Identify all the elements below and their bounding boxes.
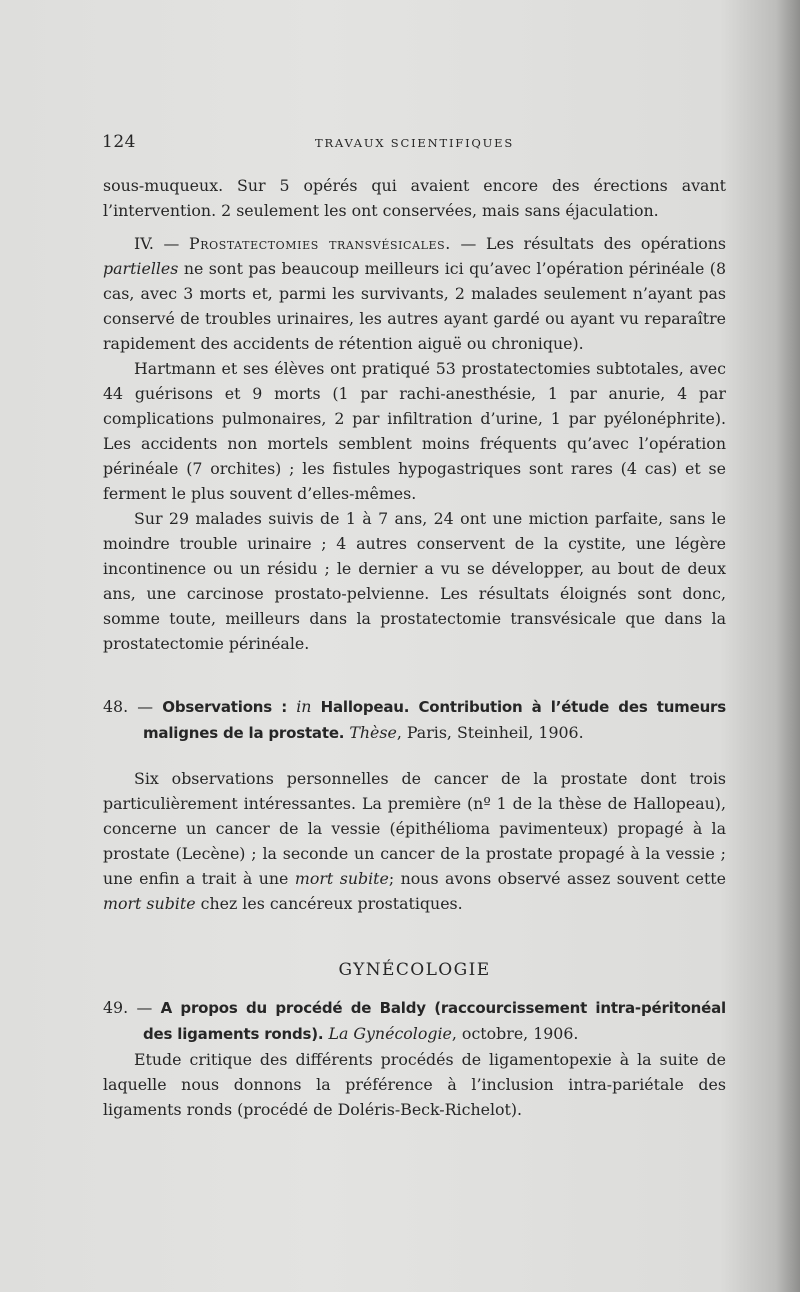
section-iv-dash: — Les résultats des opérations (460, 234, 726, 253)
entry-48-in: in (296, 697, 312, 716)
page-header (102, 132, 727, 156)
entry-49-number: 49. — (103, 998, 153, 1017)
entry-49-title: A propos du procédé de Baldy (raccourcissement intra-péritonéal des ligaments ronds). (143, 999, 726, 1043)
paragraph-continued: sous-muqueux. Sur 5 opérés qui avaient encore des érections avant l’intervention. 2 seulement les ont conservées, mais sans éjaculation. (103, 176, 726, 220)
section-title-gynecologie: GYNÉCOLOGIE (338, 960, 491, 980)
entry-48-summary-italic-2: mort subite (103, 894, 196, 913)
running-title: TRAVAUX SCIENTIFIQUES (314, 136, 515, 150)
entry-48-summary (103, 766, 726, 916)
entry-48-title: Hallopeau. Contribution à l’étude des tumeurs malignes de la prostate. (143, 698, 726, 742)
page-number: 124 (102, 132, 136, 152)
entry-49-summary: Etude critique des différents procédés de ligamentopexie à la suite de laquelle nous donnons la préférence à l’inclusion intra-pariétale des ligaments ronds (procédé de Doléris-Beck-Richelot). (103, 1050, 726, 1119)
entry-48-summary-text-c: chez les cancéreux prostatiques. (200, 894, 463, 913)
section-iv-title: Prostatectomies transvésicales. (188, 234, 451, 253)
entry-48-citation (103, 694, 726, 746)
entry-49-journal: La Gynécologie (328, 1024, 452, 1043)
entry-48-source: , Paris, Steinheil, 1906. (396, 723, 584, 742)
section-iv-italic: partielles (103, 259, 179, 278)
entry-48-these: Thèse (349, 723, 397, 742)
page-body (103, 173, 726, 1122)
entry-49-citation (103, 995, 726, 1047)
entry-48-summary-italic-1: mort subite (294, 869, 389, 888)
section-iv-text: ne sont pas beaucoup meilleurs ici qu’avec l’opération périnéale (8 cas, avec 3 morts et, parmi les survivants, 2 malades seulement n’ayant pas conservé de troubles urinaires, les autres ayant gardé ou ayant vu reparaître rapidement des accidents de rétention aiguë ou chronique). (103, 259, 726, 353)
entry-48-summary-text-b: ; nous avons observé assez souvent cette (388, 869, 726, 888)
paragraph-section-iv (103, 231, 726, 356)
entry-48-summary-text-a: Six observations personnelles de cancer de la prostate dont trois particulièrement intéressantes. La première (nº 1 de la thèse de Hallopeau), concerne un cancer de la vessie (épithélioma pavimenteux) propagé à la prostate (Lecène) ; la seconde un cancer de la prostate propagé à la vessie ; une enfin a trait à une (103, 769, 726, 888)
entry-49-source: , octobre, 1906. (451, 1024, 579, 1043)
entry-48-number: 48. — (103, 697, 154, 716)
section-iv-label: IV. — (134, 234, 180, 253)
entry-48-bold-label: Observations : (162, 698, 287, 716)
paragraph-follow-up: Sur 29 malades suivis de 1 à 7 ans, 24 ont une miction parfaite, sans le moindre trouble urinaire ; 4 autres conservent de la cystite, une légère incontinence ou un résidu ; le dernier a vu se développer, au bout de deux ans, une carcinose prostato-pelvienne. Les résultats éloignés sont donc, somme toute, meilleurs dans la prostatectomie transvésicale que dans la prostatectomie périnéale. (103, 509, 726, 653)
paragraph-hartmann: Hartmann et ses élèves ont pratiqué 53 prostatectomies subtotales, avec 44 guérisons et 9 morts (1 par rachi-anesthésie, 1 par anurie, 4 par complications pulmonaires, 2 par infiltration d’urine, 1 par pyélonéphrite). Les accidents non mortels semblent moins fréquents qu’avec l’opération périnéale (7 orchites) ; les fistules hypogastriques sont rares (4 cas) et se ferment le plus souvent d’elles-mêmes. (103, 359, 726, 503)
